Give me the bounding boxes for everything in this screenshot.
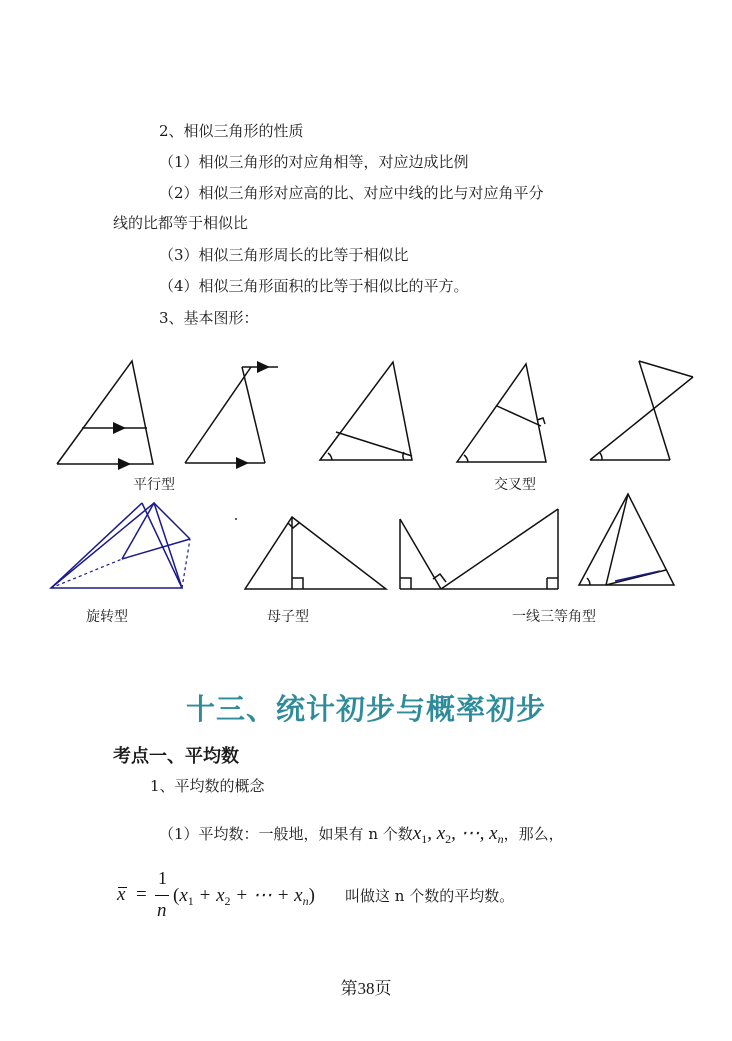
rotation-figure [51, 503, 190, 588]
page-number: 第38页 [340, 979, 392, 998]
mean-formula [113, 862, 613, 926]
label-mother-child-type: 母子型 [267, 609, 309, 625]
equals-sign: = [136, 884, 147, 905]
label-one-line-three-angles-type: 一线三等角型 [512, 609, 596, 625]
math-sum-expression: ($x_1 + x_2$ + ⋯ + $x_n$) [173, 885, 315, 908]
property-1: （1）相似三角形的对应角相等，对应边成比例 [159, 153, 469, 171]
definition-line [159, 822, 564, 851]
parallel-figure-a [57, 361, 153, 470]
fraction-numerator: 1 [158, 868, 167, 888]
one-line-three-angles-figure [400, 509, 558, 589]
section-title: 2、相似三角形的性质 [159, 122, 304, 140]
math-x-bar: x [117, 884, 126, 905]
property-3: （3）相似三角形周长的比等于相似比 [159, 246, 409, 264]
similar-figure-c [320, 362, 412, 460]
subtopic-title: 1、平均数的概念 [150, 777, 265, 795]
property-4: （4）相似三角形面积的比等于相似比的平方。 [159, 277, 469, 295]
formula-tail: 叫做这 n 个数的平均数。 [345, 887, 515, 905]
chapter-title: 十三、统计初步与概率初步 [185, 692, 546, 726]
label-parallel-type: 平行型 [133, 477, 175, 493]
label-cross-type: 交叉型 [494, 477, 536, 493]
fraction-bar [155, 895, 169, 896]
definition-suffix: ，那么， [503, 825, 564, 843]
x-bar-overline [118, 887, 127, 888]
property-2-continued: 线的比都等于相似比 [113, 214, 249, 232]
parallel-figure-b [185, 361, 278, 469]
definition-prefix: （1）平均数：一般地，如果有 n 个数 [159, 825, 413, 843]
fraction-denominator: n [157, 900, 167, 921]
property-2: （2）相似三角形对应高的比、对应中线的比与对应角平分 [159, 184, 544, 202]
basic-shapes-heading: 3、基本图形： [159, 309, 259, 327]
mother-child-figure [245, 517, 386, 589]
cross-figure-b [590, 361, 693, 460]
cross-figure-a [457, 364, 546, 462]
math-x-sequence: $x_1$, $x_2$, ⋯, $x_n$ [412, 823, 504, 846]
one-line-three-angles-figure-b [579, 494, 674, 585]
topic-title: 考点一、平均数 [113, 746, 239, 767]
label-rotation-type: 旋转型 [86, 609, 128, 625]
